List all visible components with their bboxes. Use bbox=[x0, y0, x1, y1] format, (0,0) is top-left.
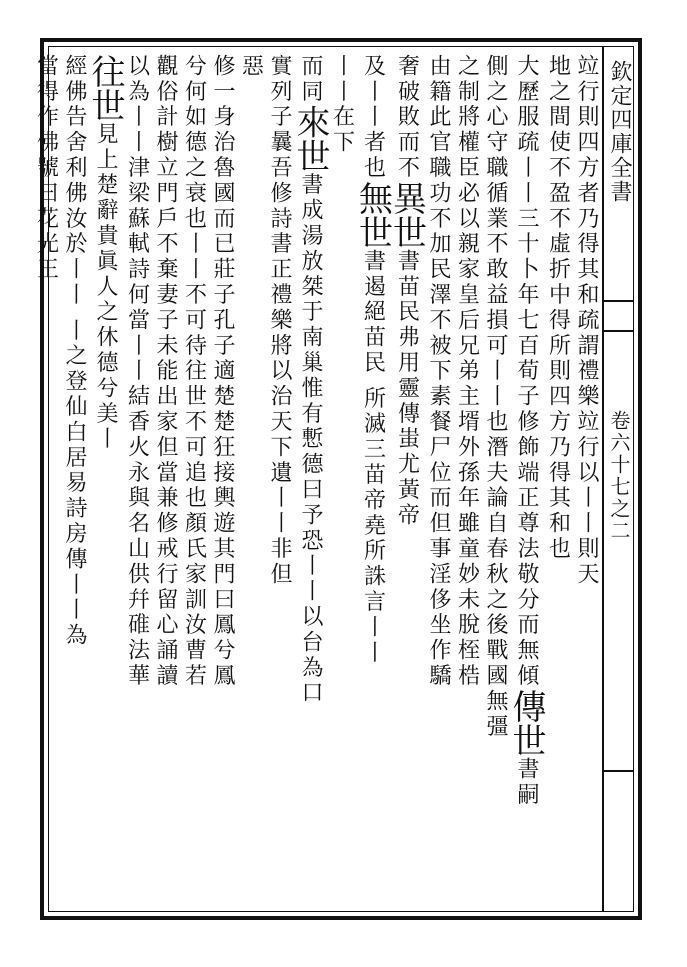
column-text: 之制將權臣必以親家皇后兄弟主壻外孫年雖童妙未脫桎梏 bbox=[454, 54, 480, 689]
text-column bbox=[179, 54, 208, 904]
column-text: 地之間使不盈不虛折中得所則四方乃得其和也 bbox=[545, 54, 571, 562]
column-text: 書成湯放桀于南巢惟有慙德曰予恐丨丨以台為口 bbox=[298, 172, 323, 707]
column-text: 以為丨丨津梁蘇軾詩何當丨丨結香火永與名山供幷碓法華 bbox=[124, 54, 150, 689]
text-column bbox=[452, 54, 481, 904]
text-column bbox=[386, 54, 427, 904]
text-column bbox=[481, 54, 510, 904]
text-column bbox=[424, 54, 453, 904]
text-column bbox=[122, 54, 151, 904]
text-column bbox=[290, 54, 330, 904]
fish-tail-mark bbox=[603, 300, 633, 332]
text-column bbox=[352, 54, 393, 904]
column-text: 惡 bbox=[238, 54, 264, 80]
column-text: 奢破敗而不 bbox=[394, 54, 420, 181]
column-text: 而同 bbox=[298, 54, 323, 105]
text-column bbox=[543, 54, 572, 904]
headword: 往世 bbox=[85, 54, 125, 122]
column-text: 實列子曩吾修詩書正禮樂將以治天下遺丨丨非但 bbox=[267, 54, 292, 588]
headword: 傳世 bbox=[506, 689, 546, 757]
column-text: 見上楚辭貴眞人之休德兮美丨 bbox=[93, 122, 118, 453]
column-text: 無彊 bbox=[483, 689, 508, 740]
text-column bbox=[327, 54, 356, 904]
column-text: 竝行則四方者乃得其和疏謂禮樂竝行以丨丨則天 bbox=[574, 54, 599, 588]
column-text: 書苗民弗用靈傳蚩尤黃帝 bbox=[394, 249, 420, 529]
column-text: 兮何如德之衰也丨丨不可待往世不可追也顏氏家訓汝曹若 bbox=[181, 54, 207, 689]
text-column bbox=[151, 54, 180, 904]
text-column bbox=[208, 54, 237, 904]
column-text: 大歷服疏丨丨三十卜年七百荀子修飾端正尊法敬分而無傾 bbox=[514, 54, 539, 689]
headword: 無世 bbox=[352, 181, 393, 249]
column-text: 修一身治魯國而已莊子孔子適楚楚狂接輿遊其門曰鳳兮鳳 bbox=[210, 54, 235, 689]
text-column bbox=[506, 54, 546, 904]
text-column bbox=[265, 54, 294, 904]
column-text: 側之心守職循業不敢益損可丨丨也潛夫論自春秋之後戰國 bbox=[483, 54, 508, 689]
volume-label: 卷六十七之二 bbox=[607, 410, 631, 542]
text-column bbox=[572, 54, 601, 904]
column-text: 書嗣 bbox=[514, 757, 539, 808]
text-column bbox=[85, 54, 125, 904]
text-column bbox=[60, 54, 89, 904]
column-text: 經佛告舍利佛汝於丨丨 丨之登仙白居易詩房傳丨丨為 bbox=[62, 54, 87, 649]
column-text: 觀俗計樹立門戶不棄妻子未能出家但當兼修戒行留心誦讀 bbox=[153, 54, 178, 689]
column-text: 當得作佛號曰花光王 bbox=[33, 54, 59, 283]
text-column bbox=[236, 54, 265, 904]
headword: 異世 bbox=[386, 181, 427, 249]
headword: 來世 bbox=[290, 104, 330, 173]
column-text: 由籍此官職功不加民澤不被下素餐尸位而但事淫侈坐作驕 bbox=[426, 54, 451, 689]
text-column bbox=[31, 54, 60, 904]
book-title: 欽定四庫全書 bbox=[607, 60, 632, 204]
column-text: 及丨丨者也 bbox=[360, 54, 386, 181]
column-text: 書遏絕苗民 所滅三苗帝堯所誅言丨丨 bbox=[360, 249, 386, 666]
margin-tick bbox=[603, 770, 633, 772]
column-text: 丨丨在下 bbox=[329, 54, 355, 156]
text-body bbox=[33, 54, 600, 904]
